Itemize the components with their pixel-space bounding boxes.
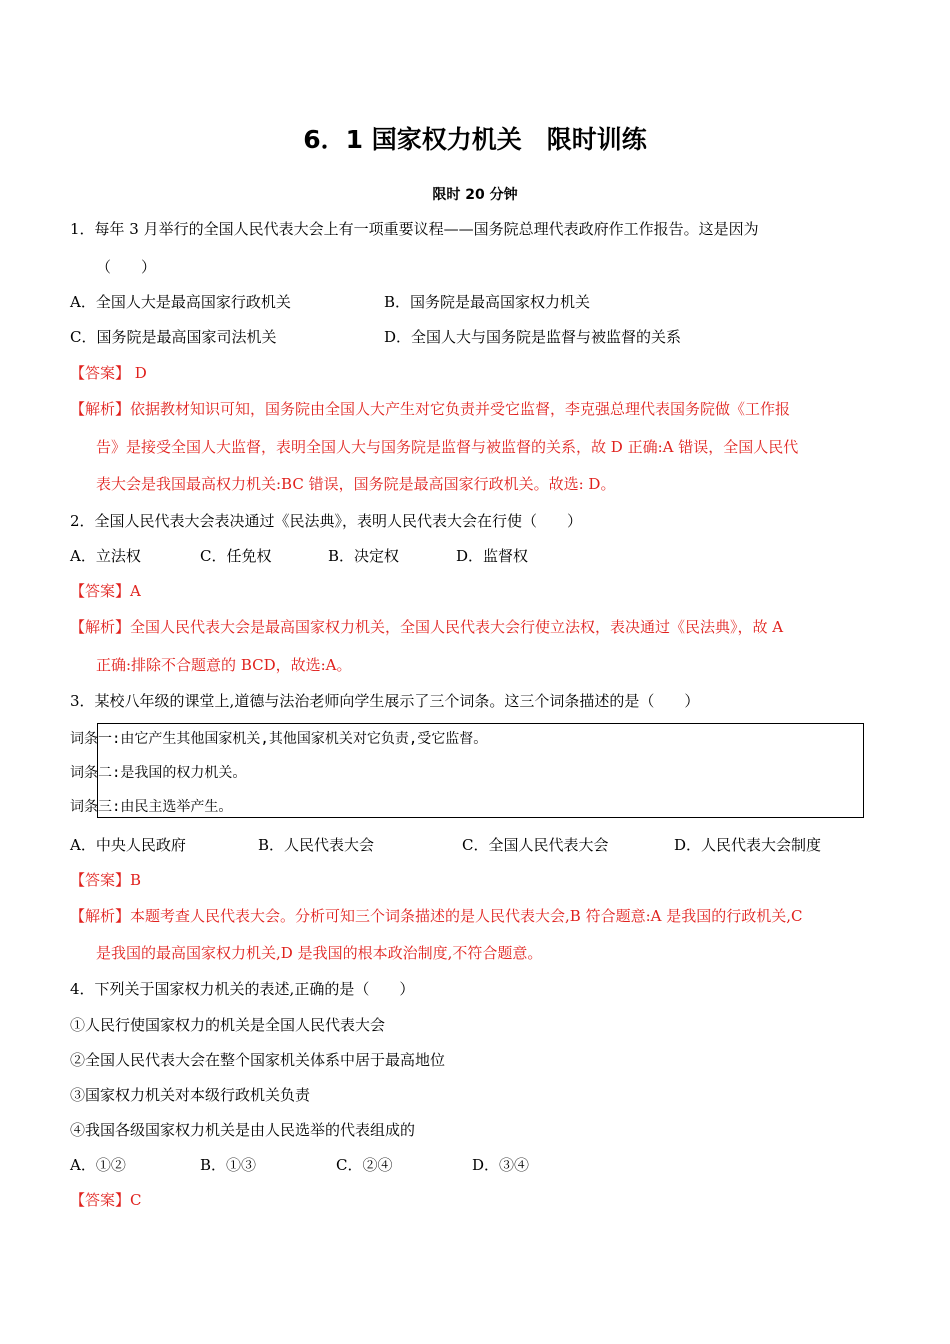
q3-analysis-line-2: 是我国的最高国家权力机关,D 是我国的根本政治制度,不符合题意。 <box>96 944 543 962</box>
q1-analysis-line-2: 告》是接受全国人大监督，表明全国人大与国务院是监督与被监督的关系，故 D 正确:A 错误，全国人民代 <box>96 438 799 456</box>
q4-option-a: A．①② <box>70 1156 126 1174</box>
q1-analysis-line-3: 表大会是我国最高权力机关:BC 错误，国务院是最高国家行政机关。故选: D。 <box>96 475 616 493</box>
q4-item-1: ①人民行使国家权力的机关是全国人民代表大会 <box>70 1016 386 1034</box>
q3-option-c: C．全国人民代表大会 <box>462 836 609 854</box>
q2-option-c: C．任免权 <box>200 547 272 565</box>
entry-2: 词条二:是我国的权力机关。 <box>70 765 247 781</box>
q3-option-a: A．中央人民政府 <box>70 836 186 854</box>
q4-option-b: B．①③ <box>200 1156 257 1174</box>
q2-option-a: A．立法权 <box>70 547 141 565</box>
q4-option-c: C．②④ <box>336 1156 393 1174</box>
q3-answer: 【答案】B <box>70 871 142 889</box>
q1-analysis-line-1: 【解析】依据教材知识可知，国务院由全国人大产生对它负责并受它监督，李克强总理代表国务院做《工作报 <box>70 400 791 418</box>
q3-option-d: D．人民代表大会制度 <box>674 836 822 854</box>
q4-item-3: ③国家权力机关对本级行政机关负责 <box>70 1086 311 1104</box>
q3-analysis-line-1: 【解析】本题考查人民代表大会。分析可知三个词条描述的是人民代表大会,B 符合题意:A 是我国的行政机关,C <box>70 907 803 925</box>
q1-option-c: C．国务院是最高国家司法机关 <box>70 328 277 346</box>
q3-option-b: B．人民代表大会 <box>258 836 375 854</box>
question-4-stem: 4．下列关于国家权力机关的表述,正确的是（ ） <box>70 980 415 998</box>
question-3-stem: 3．某校八年级的课堂上,道德与法治老师向学生展示了三个词条。这三个词条描述的是（ ） <box>70 692 700 710</box>
q4-item-2: ②全国人民代表大会在整个国家机关体系中居于最高地位 <box>70 1051 446 1069</box>
q2-option-b: B．决定权 <box>328 547 400 565</box>
page-title: 6．1 国家权力机关 限时训练 <box>303 125 647 154</box>
question-1-paren: （ ） <box>96 258 157 276</box>
q2-option-d: D．监督权 <box>456 547 529 565</box>
time-limit: 限时 20 分钟 <box>432 187 518 203</box>
q4-answer: 【答案】C <box>70 1191 142 1209</box>
q4-option-d: D．③④ <box>472 1156 530 1174</box>
q2-answer: 【答案】A <box>70 582 141 600</box>
q1-option-a: A．全国人大是最高国家行政机关 <box>70 293 291 311</box>
q4-item-4: ④我国各级国家权力机关是由人民选举的代表组成的 <box>70 1121 416 1139</box>
entry-1: 词条一:由它产生其他国家机关,其他国家机关对它负责,受它监督。 <box>70 731 488 747</box>
q1-option-b: B．国务院是最高国家权力机关 <box>384 293 591 311</box>
entry-3: 词条三:由民主选举产生。 <box>70 799 233 815</box>
q2-analysis-line-1: 【解析】全国人民代表大会是最高国家权力机关，全国人民代表大会行使立法权，表决通过《民法典》，故 A <box>70 618 784 636</box>
q1-option-d: D．全国人大与国务院是监督与被监督的关系 <box>384 328 682 346</box>
q1-answer: 【答案】 D <box>70 364 147 382</box>
q2-analysis-line-2: 正确:排除不合题意的 BCD，故选:A。 <box>96 656 352 674</box>
question-1-stem: 1．每年 3 月举行的全国人民代表大会上有一项重要议程——国务院总理代表政府作工作报告。这是因为 <box>70 220 759 238</box>
question-2-stem: 2．全国人民代表大会表决通过《民法典》，表明人民代表大会在行使（ ） <box>70 512 583 530</box>
